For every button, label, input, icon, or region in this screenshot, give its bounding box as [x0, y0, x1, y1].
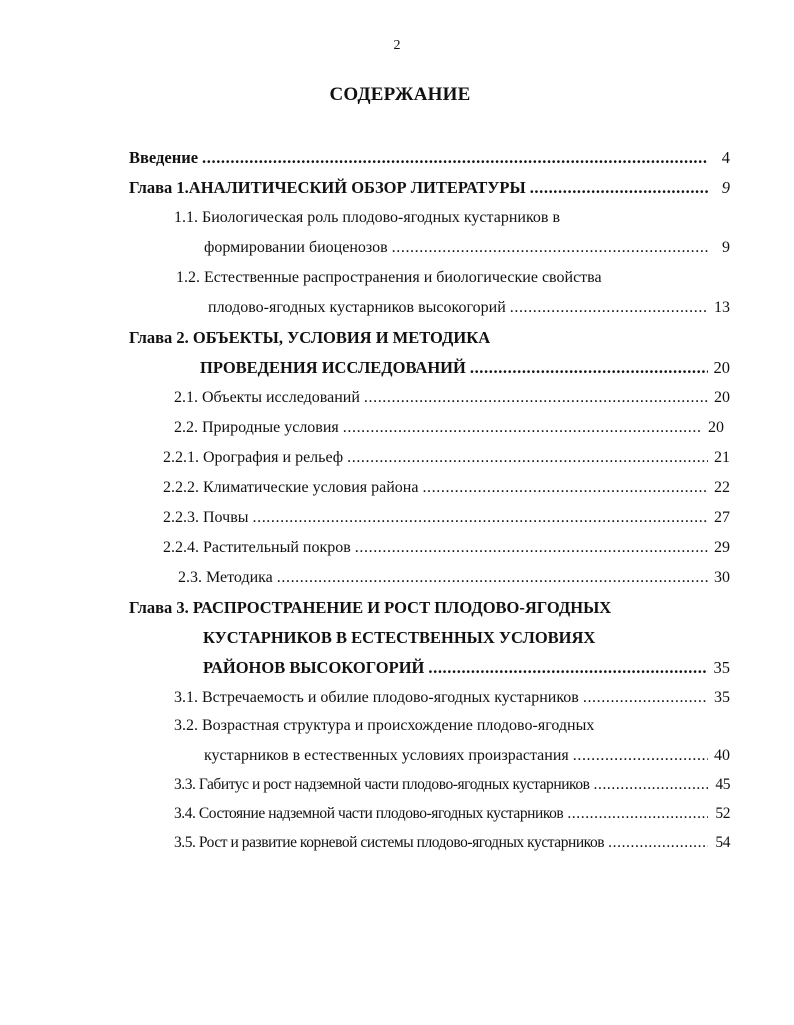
toc-leader-dots [364, 386, 708, 410]
toc-entry-text: 3.4. Состояние надземной части плодово-ягодных кустарников [174, 805, 564, 822]
toc-entry-text: 2.2.4. Растительный покров [163, 539, 351, 556]
toc-leader-dots [583, 686, 708, 710]
toc-entry-text: кустарников в естественных условиях произрастания [204, 747, 569, 764]
toc-page-number: 52 [715, 805, 730, 822]
toc-leader-dots [567, 802, 708, 826]
toc-page-number: 9 [721, 178, 730, 197]
toc-entry-section-3-1 [174, 686, 730, 710]
toc-entry-section-1-2 [176, 266, 730, 290]
toc-page-number: 35 [714, 689, 730, 706]
toc-entry-chapter-3-cont-1 [203, 626, 730, 650]
toc-entry-text: Глава 2. ОБЪЕКТЫ, УСЛОВИЯ И МЕТОДИКА [129, 328, 491, 347]
toc-entry-text: РАЙОНОВ ВЫСОКОГОРИЙ [203, 658, 425, 677]
toc-entry-section-1-1-cont [204, 236, 730, 260]
toc-entry-text: КУСТАРНИКОВ В ЕСТЕСТВЕННЫХ УСЛОВИЯХ [203, 628, 596, 647]
toc-page-number: 21 [714, 449, 730, 466]
toc-leader-dots [392, 236, 708, 260]
toc-leader-dots [277, 566, 708, 590]
toc-entry-section-3-5 [174, 831, 730, 855]
toc-page-number: 40 [714, 747, 730, 764]
toc-leader-dots [608, 831, 708, 855]
toc-entry-text: Введение [129, 148, 199, 167]
toc-leader-dots [594, 773, 709, 797]
toc-page-number: 13 [714, 299, 730, 316]
toc-leader-dots [428, 656, 708, 680]
toc-entry-text: ПРОВЕДЕНИЯ ИССЛЕДОВАНИЙ [200, 358, 466, 377]
toc-entry-section-3-3 [174, 773, 730, 797]
toc-entry-section-3-2 [174, 714, 730, 738]
toc-entry-section-2-2-2 [163, 476, 730, 500]
toc-leader-dots [253, 506, 709, 530]
toc-entry-section-2-3 [178, 566, 730, 590]
toc-entry-text: 3.1. Встречаемость и обилие плодово-ягодных кустарников [174, 689, 579, 706]
toc-leader-dots [355, 536, 708, 560]
toc-leader-dots [470, 356, 708, 380]
toc-entry-section-2-1 [174, 386, 730, 410]
toc-entry-chapter-1 [129, 176, 730, 200]
page-title: СОДЕРЖАНИЕ [329, 84, 471, 105]
toc-entry-text: плодово-ягодных кустарников высокогорий [208, 299, 506, 316]
toc-entry-section-1-1 [174, 206, 730, 230]
toc-entry-text: Глава 3. РАСПРОСТРАНЕНИЕ И РОСТ ПЛОДОВО-ЯГОДНЫХ [129, 598, 612, 617]
toc-page-number: 20 [708, 419, 724, 436]
toc-page-number: 4 [721, 148, 730, 167]
toc-entry-chapter-2 [129, 326, 730, 350]
toc-entry-text: 3.2. Возрастная структура и происхождение плодово-ягодных [174, 717, 595, 734]
toc-entry-introduction [129, 146, 730, 170]
toc-entry-text: 2.2.3. Почвы [163, 509, 249, 526]
toc-entry-chapter-3 [129, 596, 730, 620]
toc-entry-text: 2.2.2. Климатические условия района [163, 479, 419, 496]
toc-entry-text: 1.2. Естественные распространения и биологические свойства [176, 269, 602, 286]
toc-page-number: 30 [714, 569, 730, 586]
toc-entry-chapter-3-cont-2 [203, 656, 730, 680]
toc-entry-section-3-4 [174, 802, 730, 826]
toc-entry-text: 1.1. Биологическая роль плодово-ягодных кустарников в [174, 209, 561, 226]
toc-leader-dots [347, 446, 708, 470]
toc-page-number: 20 [713, 358, 730, 377]
toc-page-number: 54 [715, 834, 730, 851]
toc-entry-section-2-2 [174, 416, 724, 440]
toc-entry-section-2-2-4 [163, 536, 730, 560]
toc-leader-dots [202, 146, 708, 170]
toc-leader-dots [422, 476, 708, 500]
toc-leader-dots [343, 416, 702, 440]
toc-entry-section-2-2-3 [163, 506, 730, 530]
toc-entry-text: 3.3. Габитус и рост надземной части плодово-ягодных кустарников [174, 776, 590, 793]
toc-entry-section-1-2-cont [208, 296, 730, 320]
toc-leader-dots [573, 744, 708, 768]
toc-page-number: 29 [714, 539, 730, 556]
toc-entry-section-3-2-cont [204, 744, 730, 768]
toc-entry-text: Глава 1.АНАЛИТИЧЕСКИЙ ОБЗОР ЛИТЕРАТУРЫ [129, 178, 526, 197]
toc-entry-text: 2.3. Методика [178, 569, 273, 586]
toc-entry-text: формировании биоценозов [204, 239, 388, 256]
toc-page-number: 9 [722, 239, 730, 256]
toc-entry-section-2-2-1 [163, 446, 730, 470]
page-number: 2 [393, 38, 401, 53]
toc-page-number: 27 [714, 509, 730, 526]
toc-leader-dots [530, 176, 708, 200]
toc-entry-chapter-2-cont [200, 356, 730, 380]
toc-leader-dots [510, 296, 708, 320]
toc-entry-text: 2.2.1. Орография и рельеф [163, 449, 344, 466]
toc-page-number: 20 [714, 389, 730, 406]
toc-entry-text: 2.2. Природные условия [174, 419, 339, 436]
toc-page-number: 45 [715, 776, 730, 793]
toc-entry-text: 3.5. Рост и развитие корневой системы плодово-ягодных кустарников [174, 834, 605, 851]
toc-page-number: 35 [713, 658, 730, 677]
toc-page-number: 22 [714, 479, 730, 496]
toc-entry-text: 2.1. Объекты исследований [174, 389, 360, 406]
